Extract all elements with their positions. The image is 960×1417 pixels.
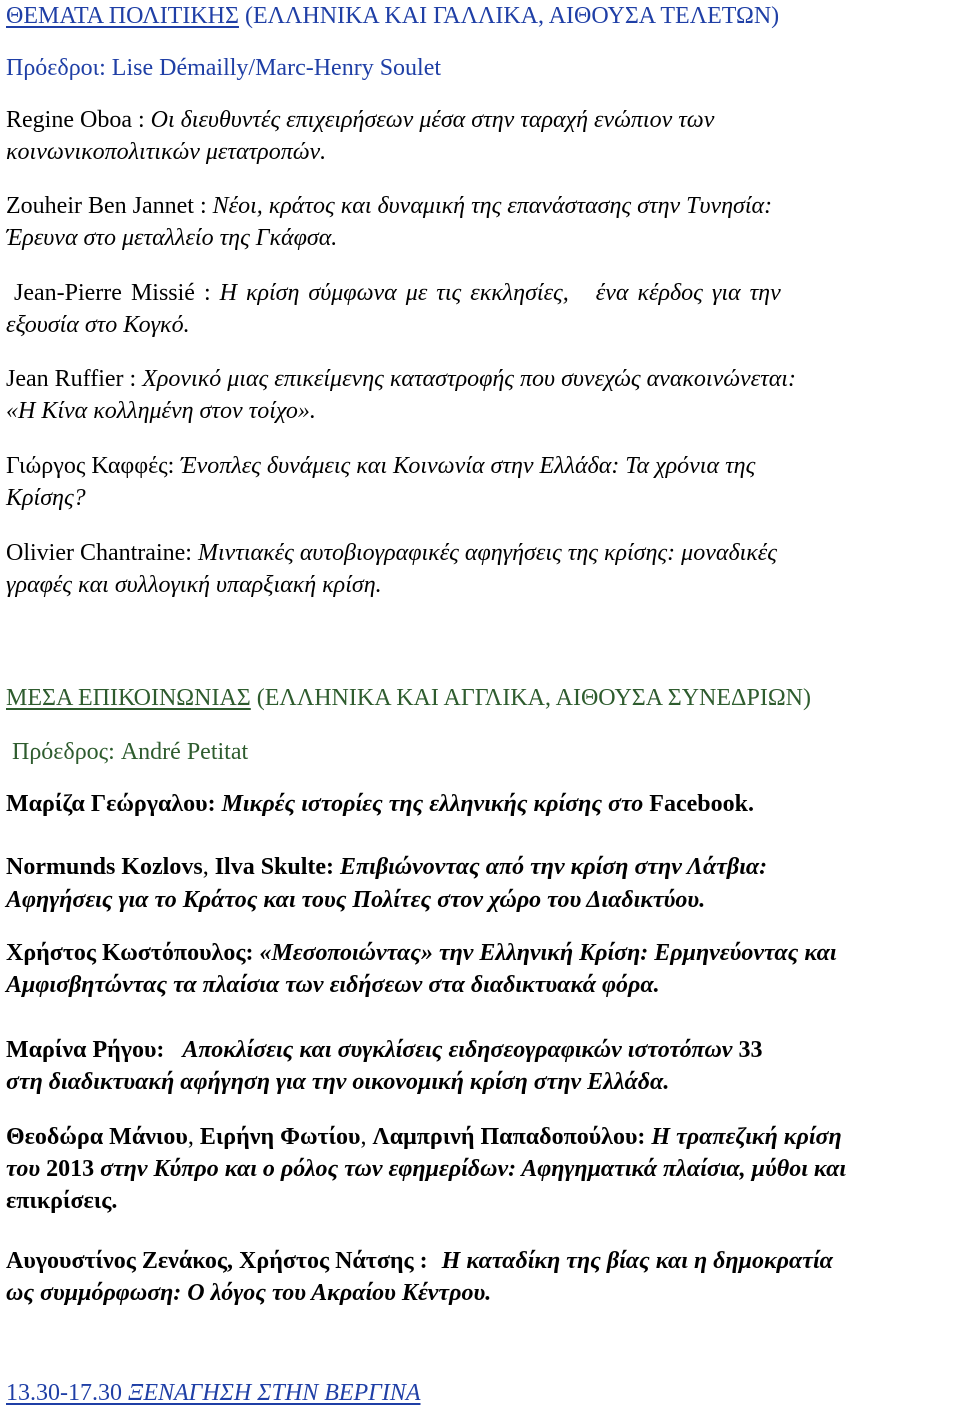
talk-entry <box>6 851 767 883</box>
talk-title: Χρονικό μιας επικείμενης καταστροφής που συνεχώς ανακοινώνεται: <box>142 366 796 392</box>
speaker-name: Γιώργος Καφφές: <box>6 453 181 479</box>
talk-entry <box>6 363 796 395</box>
speaker-name: Regine Oboa : <box>6 107 151 133</box>
talk-title-cont: Αφηγήσεις για το Κράτος και τους Πολίτες στον χώρο του Διαδικτύου. <box>6 887 706 913</box>
talk-title-part: του <box>6 1156 47 1182</box>
speaker-name: Ειρήνη Φωτίου <box>199 1124 361 1150</box>
talk-title-cont <box>6 1153 846 1185</box>
talk-entry <box>6 788 754 820</box>
speaker-name: Αυγουστίνος Ζενάκος, Χρήστος Νάτσης : <box>6 1248 434 1274</box>
talk-title: Η τραπεζική κρίση <box>651 1124 842 1150</box>
section-heading-media <box>6 682 811 714</box>
section-note: (ΕΛΛΗΝΙΚΑ ΚΑΙ ΑΓΓΛΙΚΑ, ΑΙΘΟΥΣΑ ΣΥΝΕΔΡΙΩΝ) <box>250 685 811 711</box>
talk-title: Οι διευθυντές επιχειρήσεων μέσα στην ταραχή ενώπιον των <box>150 107 715 133</box>
talk-title-cont: Κρίσης? <box>6 485 86 511</box>
speaker-name: Χρήστος Κωστόπουλος: <box>6 940 260 966</box>
talk-title: Ένοπλες δυνάμεις και Κοινωνία στην Ελλάδα: Τα χρόνια της <box>180 453 756 479</box>
talk-title-cont: Αμφισβητώντας τα πλαίσια των ειδήσεων στα διαδικτυακά φόρα. <box>6 972 660 998</box>
speaker-name: Jean Ruffier : <box>6 366 143 392</box>
speaker-separator: , <box>360 1124 373 1150</box>
talk-title-cont: εξουσία στο Κογκό. <box>6 312 190 338</box>
speaker-name: Μαρίνα Ρήγου: <box>6 1037 171 1063</box>
talk-entry <box>6 450 755 482</box>
talk-title-cont: ως συμμόρφωση: Ο λόγος του Ακραίου Κέντρου. <box>6 1280 492 1306</box>
talk-title-cont: Έρευνα στο μεταλλείο της Γκάφσα. <box>6 225 338 251</box>
talk-title-cont: στη διαδικτυακή αφήγηση για την οικονομική κρίση στην Ελλάδα. <box>6 1069 670 1095</box>
tour-title: ΞΕΝΑΓΗΣΗ ΣΤΗΝ ΒΕΡΓΙΝΑ <box>122 1380 421 1406</box>
talk-entry <box>6 1121 842 1153</box>
talk-title: Επιβιώνοντας από την κρίση στην Λάτβια: <box>340 854 768 880</box>
speaker-separator: , <box>202 854 215 880</box>
talk-title-part: στην Κύπρο και ο ρόλος των εφημερίδων: Αφηγηματικά πλαίσια, μύθοι και <box>94 1156 847 1182</box>
section-title: ΘΕΜΑΤΑ ΠΟΛΙΤΙΚΗΣ <box>6 3 239 29</box>
speaker-separator: , <box>187 1124 200 1150</box>
talk-title: Η κρίση σύμφωνα με τις εκκλησίες, ένα κέρδος για την <box>219 280 781 306</box>
tour-time: 13.30-17.30 <box>6 1380 122 1406</box>
talk-title-number: 33 <box>738 1037 763 1063</box>
section-heading-politics <box>6 0 779 32</box>
talk-entry <box>6 537 777 569</box>
talk-entry <box>14 277 781 309</box>
talk-title-year: 2013 <box>46 1156 95 1182</box>
speaker-name: Μαρίζα Γεώργαλου: <box>6 791 222 817</box>
talk-title-cont: κοινωνικοπολιτικών μετατροπών. <box>6 139 327 165</box>
talk-title-cont: επικρίσεις. <box>6 1188 118 1214</box>
speaker-name: Θεοδώρα Μάνιου <box>6 1124 188 1150</box>
speaker-name: Zouheir Ben Jannet : <box>6 193 213 219</box>
talk-title-cont: «Η Κίνα κολλημένη στον τοίχο». <box>6 398 316 424</box>
session-chairs: Πρόεδροι: Lise Démailly/Marc-Henry Soulet <box>6 55 442 81</box>
tour-heading <box>6 1377 421 1409</box>
speaker-name: Λαμπρινή Παπαδοπούλου: <box>372 1124 652 1150</box>
speaker-name: Jean-Pierre Missié : <box>14 280 220 306</box>
session-chair: Πρόεδρος: André Petitat <box>12 739 249 765</box>
talk-title: Μικρές ιστορίες της ελληνικής κρίσης στο <box>221 791 650 817</box>
talk-title: Η καταδίκη της βίας και η δημοκρατία <box>441 1248 833 1274</box>
speaker-name: Olivier Chantraine: <box>6 540 198 566</box>
talk-entry <box>6 1245 833 1277</box>
talk-title: Μιντιακές αυτοβιογραφικές αφηγήσεις της κρίσης: μοναδικές <box>197 540 777 566</box>
talk-entry <box>6 1034 762 1066</box>
talk-title: Νέοι, κράτος και δυναμική της επανάστασης στην Τυνησία: <box>212 193 773 219</box>
talk-entry <box>6 937 837 969</box>
talk-title-cont: γραφές και συλλογική υπαρξιακή κρίση. <box>6 572 382 598</box>
section-title: ΜΕΣΑ ΕΠΙΚΟΙΝΩΝΙΑΣ <box>6 685 251 711</box>
talk-entry <box>6 190 772 222</box>
section-note: (ΕΛΛΗΝΙΚΑ ΚΑΙ ΓΑΛΛΙΚΑ, ΑΙΘΟΥΣΑ ΤΕΛΕΤΩΝ) <box>238 3 780 29</box>
speaker-name: Ilva Skulte: <box>214 854 341 880</box>
talk-title: Αποκλίσεις και συγκλίσεις ειδησεογραφικών ιστοτόπων <box>182 1037 739 1063</box>
talk-title-platform: Facebook. <box>649 791 754 817</box>
speaker-name: Normunds Kozlovs <box>6 854 203 880</box>
talk-title: «Μεσοποιώντας» την Ελληνική Κρίση: Ερμηνεύοντας και <box>259 940 837 966</box>
talk-entry <box>6 104 714 136</box>
